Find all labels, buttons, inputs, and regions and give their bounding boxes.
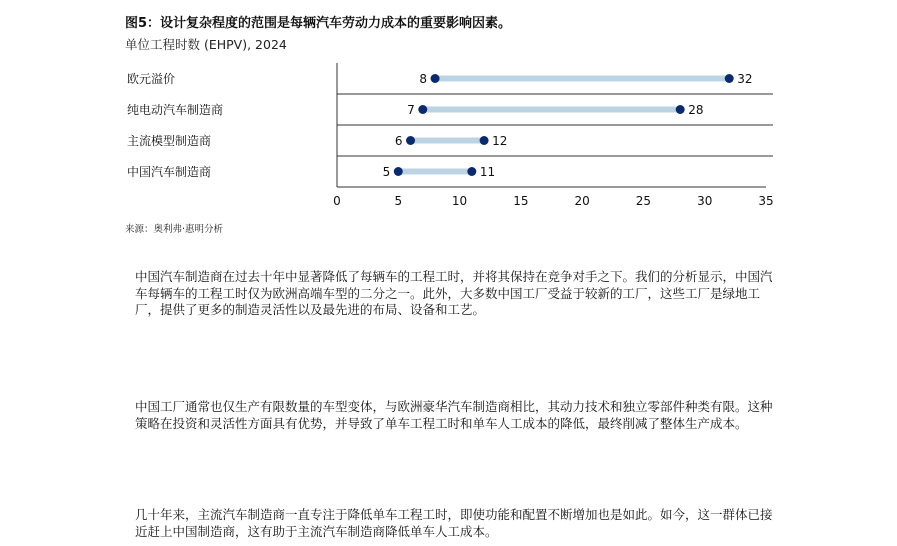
low-point bbox=[394, 167, 403, 176]
paragraph-1: 中国汽车制造商在过去十年中显著降低了每辆车的工程工时，并将其保持在竞争对手之下。我们的分析显示，中国汽车每辆车的工程工时仅为欧洲高端车型的二分之一。此外，大多数中国工厂受益于较新的工厂，这些工厂是绿地工厂，提供了更多的制造灵活性以及最先进的布局、设备和工艺。 bbox=[135, 269, 773, 317]
low-point bbox=[431, 74, 440, 83]
chart-title: 图5：设计复杂程度的范围是每辆汽车劳动力成本的重要影响因素。 bbox=[125, 16, 512, 31]
category-label: 纯电动汽车制造商 bbox=[127, 103, 224, 117]
low-point bbox=[406, 136, 415, 145]
category-label: 欧元溢价 bbox=[127, 72, 176, 86]
high-point bbox=[676, 105, 685, 114]
chart-subtitle: 单位工程时数 (EHPV), 2024 bbox=[125, 37, 287, 52]
high-value-label: 11 bbox=[479, 165, 496, 179]
source-note: 来源：奥利弗·惠明分析 bbox=[125, 224, 224, 235]
x-tick-label: 0 bbox=[333, 194, 341, 208]
category-label: 主流模型制造商 bbox=[127, 134, 212, 148]
x-tick-label: 25 bbox=[635, 194, 652, 208]
high-value-label: 28 bbox=[688, 103, 704, 117]
x-tick-label: 15 bbox=[513, 194, 529, 208]
low-value-label: 8 bbox=[419, 72, 428, 86]
high-point bbox=[725, 74, 734, 83]
category-label: 中国汽车制造商 bbox=[127, 165, 212, 179]
paragraph-2: 中国工厂通常也仅生产有限数量的车型变体，与欧洲豪华汽车制造商相比，其动力技术和独立零部件种类有限。这种策略在投资和灵活性方面具有优势，并导致了单车工程工时和单车人工成本的降低，最终削减了整体生产成本。 bbox=[135, 399, 773, 431]
x-tick-label: 35 bbox=[758, 194, 774, 208]
high-point bbox=[467, 167, 476, 176]
low-point bbox=[418, 105, 427, 114]
paragraph-3: 几十年来，主流汽车制造商一直专注于降低单车工程工时，即使功能和配置不断增加也是如此。如今，这一群体已接近赶上中国制造商，这有助于主流汽车制造商降低单车人工成本。 bbox=[135, 507, 773, 539]
low-value-label: 7 bbox=[407, 103, 415, 117]
high-point bbox=[480, 136, 489, 145]
x-tick-label: 5 bbox=[394, 194, 403, 208]
low-value-label: 5 bbox=[382, 165, 391, 179]
x-tick-label: 30 bbox=[697, 194, 713, 208]
high-value-label: 32 bbox=[737, 72, 753, 86]
x-tick-label: 20 bbox=[574, 194, 590, 208]
dumbbell-chart bbox=[0, 55, 897, 213]
x-tick-label: 10 bbox=[451, 194, 468, 208]
low-value-label: 6 bbox=[394, 134, 403, 148]
high-value-label: 12 bbox=[492, 134, 508, 148]
